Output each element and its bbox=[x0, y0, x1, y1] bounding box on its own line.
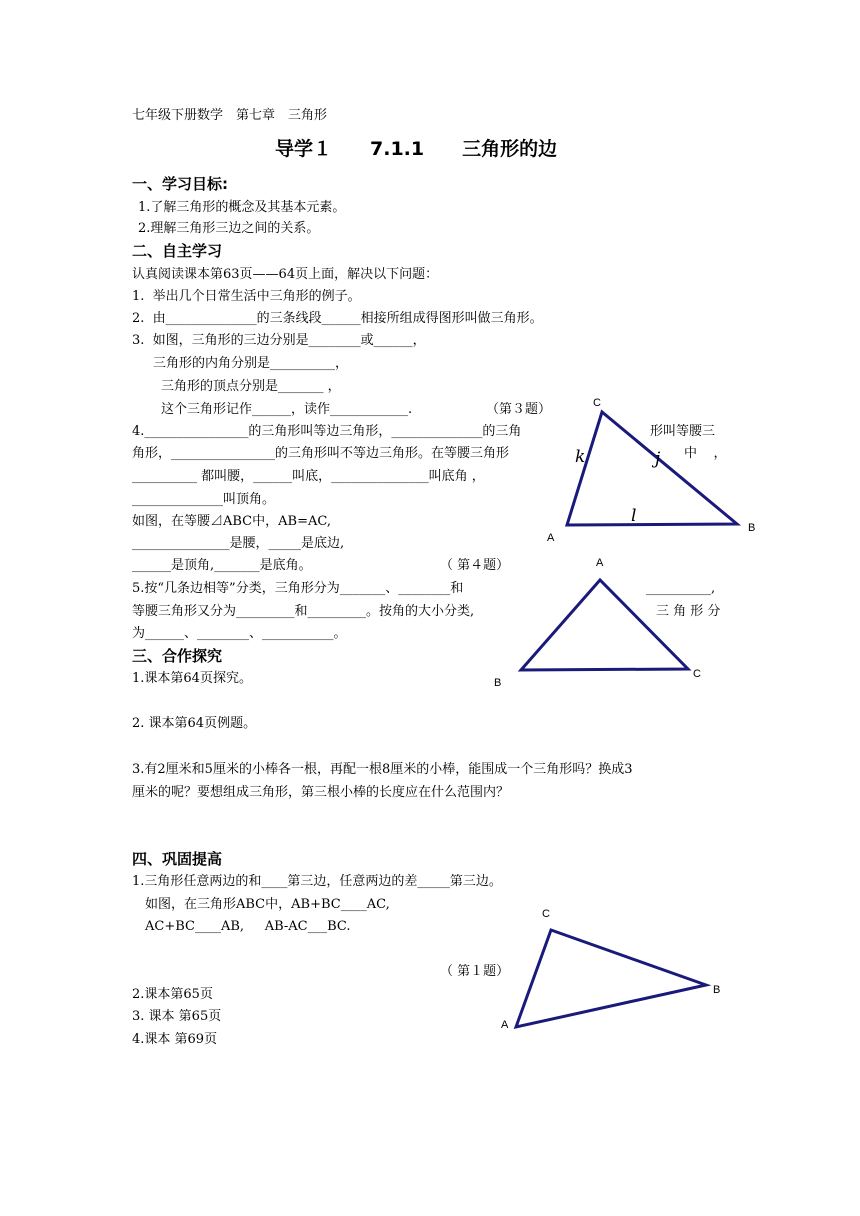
question-4-2: 2.课本第65页 bbox=[132, 987, 213, 1002]
vertex-b-label: B bbox=[748, 522, 756, 534]
triangle-abc-fig4 bbox=[521, 580, 688, 670]
question-3-3a: 3.有2厘米和5厘米的小棒各一根，再配一根8厘米的小棒，能围成一个三角形吗？换成3 bbox=[132, 762, 633, 777]
question-2-1: 1. 举出几个日常生活中三角形的例子。 bbox=[132, 289, 361, 304]
side-j-label: j bbox=[655, 449, 661, 469]
vertex-c-label: C bbox=[593, 397, 601, 409]
question-3-2: 2. 课本第64页例题。 bbox=[132, 716, 257, 731]
question-3-1: 1.课本第64页探究。 bbox=[132, 671, 252, 686]
question-2-5a: 5.按“几条边相等”分类，三角形分为_______、________和 bbox=[132, 581, 464, 596]
figure-1-triangle bbox=[501, 908, 720, 1031]
section-1-heading: 一、学习目标: bbox=[132, 175, 228, 193]
question-2-3c: 三角形的顶点分别是_______ ， bbox=[161, 379, 341, 394]
figure-4-caption: （ 第４题） bbox=[440, 558, 510, 573]
question-2-4a-right: 形叫等腰三 bbox=[650, 424, 716, 439]
question-2-5c: 为______、________、___________。 bbox=[132, 626, 347, 641]
vertex-b-label: B bbox=[713, 984, 721, 996]
question-2-4e: 如图，在等腰⊿ABC中，AB=AC, bbox=[132, 514, 331, 529]
side-k-label: k bbox=[575, 447, 586, 467]
vertex-b-label: B bbox=[494, 677, 502, 689]
question-2-2: 2. 由______________的三条线段______相接所组成得图形叫做三角形。 bbox=[132, 311, 543, 326]
question-4-1c: AC+BC____AB, AB-AC___BC. bbox=[145, 919, 351, 934]
question-2-5b-right: 三 角 形 分 bbox=[656, 604, 721, 619]
objective-1: 1.了解三角形的概念及其基本元素。 bbox=[138, 200, 346, 215]
question-2-4c: __________ 都叫腰，______叫底，_______________叫底角 ， bbox=[132, 469, 485, 484]
question-2-4f: _______________是腰，_____是底边, bbox=[132, 536, 345, 551]
triangle-abc-fig3 bbox=[567, 412, 737, 525]
question-2-4d: ______________叫顶角。 bbox=[132, 492, 276, 507]
question-2-3a: 3. 如图，三角形的三边分别是________或______， bbox=[132, 333, 426, 348]
question-4-3: 3. 课本 第65页 bbox=[132, 1009, 222, 1024]
question-2-4g: ______是顶角,_______是底角。 bbox=[132, 558, 312, 573]
page-title: 导学１ 7.1.1 三角形的边 bbox=[275, 138, 558, 160]
question-4-1b: 如图，在三角形ABC中，AB+BC____AC, bbox=[145, 897, 390, 912]
side-l-label: l bbox=[631, 506, 637, 526]
question-2-4a: 4.________________的三角形叫等边三角形，______________的三角 bbox=[132, 424, 522, 439]
figure-3-caption: （第３题） bbox=[486, 402, 552, 417]
vertex-c-label: C bbox=[693, 668, 701, 680]
question-2-3b: 三角形的内角分别是__________， bbox=[153, 356, 349, 371]
question-3-3b: 厘米的呢？要想组成三角形，第三根小棒的长度应在什么范围内？ bbox=[132, 785, 510, 800]
question-4-1: 1.三角形任意两边的和____第三边，任意两边的差_____第三边。 bbox=[132, 874, 502, 889]
objective-2: 2.理解三角形三边之间的关系。 bbox=[138, 221, 320, 236]
section-2-heading: 二、自主学习 bbox=[132, 242, 223, 260]
figure-4-triangle bbox=[494, 557, 701, 689]
header-line: 七年级下册数学 第七章 三角形 bbox=[132, 108, 328, 123]
question-2-3d: 这个三角形记作______，读作____________. bbox=[161, 402, 413, 417]
question-2-4b: 角形，________________的三角形叫不等边三角形。在等腰三角形 bbox=[132, 446, 510, 461]
section-4-heading: 四、巩固提高 bbox=[132, 850, 223, 868]
question-2-5a-right: __________, bbox=[646, 581, 716, 596]
vertex-c-label: C bbox=[542, 908, 550, 920]
section-2-intro: 认真阅读课本第63页——64页上面，解决以下问题： bbox=[132, 267, 439, 282]
vertex-a-label: A bbox=[596, 557, 604, 569]
figure-3-triangle bbox=[547, 397, 755, 544]
vertex-a-label: A bbox=[547, 532, 555, 544]
vertex-a-label: A bbox=[501, 1019, 509, 1031]
figure-1-caption: （ 第１题） bbox=[440, 964, 510, 979]
question-2-4b-right: 中 ， bbox=[684, 446, 727, 461]
question-2-5b: 等腰三角形又分为_________和_________。按角的大小分类, bbox=[132, 604, 475, 619]
question-4-4: 4.课本 第69页 bbox=[132, 1032, 218, 1047]
section-3-heading: 三、合作探究 bbox=[132, 647, 223, 665]
triangle-abc-fig1 bbox=[516, 930, 706, 1027]
